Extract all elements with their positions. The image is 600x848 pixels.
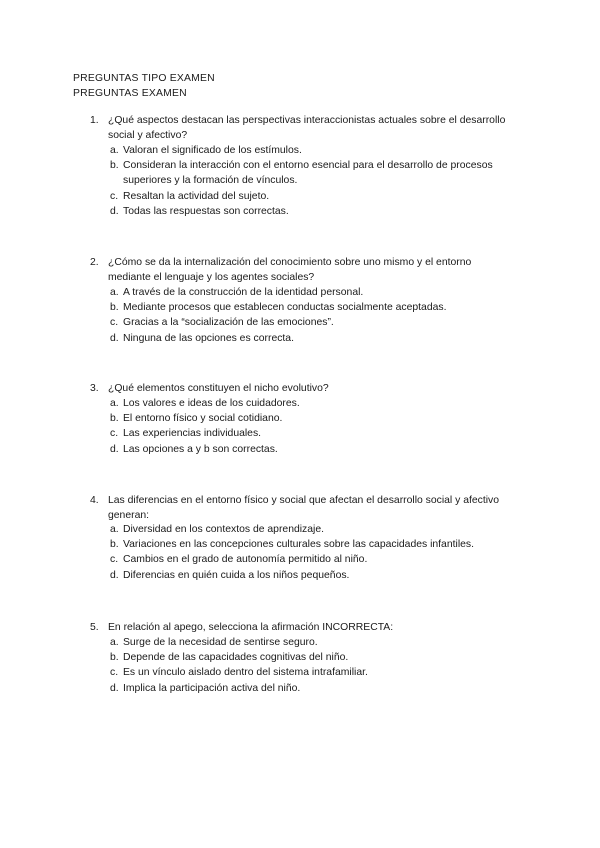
option-b — [110, 158, 508, 188]
option-letter: c. — [110, 190, 119, 202]
option-letter: d. — [110, 205, 119, 217]
option-letter: d. — [110, 332, 119, 344]
option-c — [110, 315, 508, 330]
option-text: Implica la participación activa del niño. — [123, 682, 301, 694]
option-letter: d. — [110, 443, 119, 455]
option-letter: b. — [110, 413, 119, 425]
option-text: Ninguna de las opciones es correcta. — [123, 332, 294, 344]
document-title: PREGUNTAS TIPO EXAMEN — [73, 73, 215, 84]
option-text: Las experiencias individuales. — [123, 428, 262, 440]
option-letter: a. — [110, 637, 119, 648]
option-text: Consideran la interacción con el entorno esencial para el desarrollo de procesos superiores y la formación de vínculos. — [123, 160, 493, 187]
option-text: Gracias a la “socialización de las emociones”. — [123, 317, 334, 329]
option-a — [110, 143, 508, 158]
option-text: Diversidad en los contextos de aprendizaje. — [123, 524, 325, 535]
option-letter: d. — [110, 682, 119, 694]
option-b — [110, 537, 508, 552]
option-text: Las opciones a y b son correctas. — [123, 443, 278, 455]
option-text: Surge de la necesidad de sentirse seguro. — [123, 637, 318, 648]
option-b — [110, 650, 508, 665]
document-subtitle: PREGUNTAS EXAMEN — [73, 88, 187, 99]
option-a — [110, 522, 508, 537]
option-text: Depende de las capacidades cognitivas del niño. — [123, 652, 349, 664]
option-letter: b. — [110, 302, 119, 314]
question-text: ¿Qué elementos constituyen el nicho evolutivo? — [108, 383, 329, 394]
question-number: 2. — [90, 257, 99, 268]
option-letter: b. — [110, 160, 119, 172]
option-c — [110, 552, 508, 567]
option-text: A través de la construcción de la identidad personal. — [123, 287, 364, 298]
option-c — [110, 665, 508, 680]
option-b — [110, 411, 508, 426]
options-list — [110, 396, 508, 457]
option-d — [110, 568, 508, 583]
question-number: 3. — [90, 383, 99, 394]
question-number: 5. — [90, 622, 99, 633]
option-b — [110, 300, 508, 315]
option-text: Diferencias en quién cuida a los niños pequeños. — [123, 569, 350, 581]
option-letter: b. — [110, 652, 119, 664]
option-letter: a. — [110, 145, 119, 156]
option-c — [110, 189, 508, 204]
options-list — [110, 522, 508, 583]
option-text: Variaciones en las concepciones culturales sobre las capacidades infantiles. — [123, 539, 474, 551]
option-text: Todas las respuestas son correctas. — [123, 205, 289, 217]
option-letter: c. — [110, 667, 119, 679]
option-text: Resaltan la actividad del sujeto. — [123, 190, 270, 202]
option-a — [110, 396, 508, 411]
options-list — [110, 143, 508, 219]
option-letter: a. — [110, 287, 119, 298]
option-a — [110, 635, 508, 650]
question-text: En relación al apego, selecciona la afirmación INCORRECTA: — [108, 622, 394, 633]
option-text: Mediante procesos que establecen conductas socialmente aceptadas. — [123, 302, 447, 314]
option-text: Los valores e ideas de los cuidadores. — [123, 398, 300, 409]
options-list — [110, 285, 508, 346]
option-a — [110, 285, 508, 300]
question-number: 1. — [90, 115, 99, 126]
option-text: El entorno físico y social cotidiano. — [123, 413, 283, 425]
options-list — [110, 635, 508, 696]
option-letter: c. — [110, 428, 119, 440]
option-text: Es un vínculo aislado dentro del sistema intrafamiliar. — [123, 667, 368, 679]
question-text: ¿Cómo se da la internalización del conocimiento sobre uno mismo y el entorno mediante el lenguaje y los agentes sociales? — [108, 257, 472, 284]
option-d — [110, 204, 508, 219]
option-d — [110, 331, 508, 346]
question-text: ¿Qué aspectos destacan las perspectivas interaccionistas actuales sobre el desarrollo social y afectivo? — [108, 115, 506, 142]
option-text: Valoran el significado de los estímulos. — [123, 145, 302, 156]
option-d — [110, 442, 508, 457]
option-letter: a. — [110, 398, 119, 409]
option-letter: c. — [110, 554, 119, 566]
option-text: Cambios en el grado de autonomía permitido al niño. — [123, 554, 368, 566]
option-letter: d. — [110, 569, 119, 581]
option-letter: c. — [110, 317, 119, 329]
option-c — [110, 426, 508, 441]
question-text: Las diferencias en el entorno físico y social que afectan el desarrollo social y afectivo generan: — [108, 495, 500, 522]
option-letter: b. — [110, 539, 119, 551]
question-number: 4. — [90, 495, 99, 506]
option-letter: a. — [110, 524, 119, 535]
option-d — [110, 681, 508, 696]
